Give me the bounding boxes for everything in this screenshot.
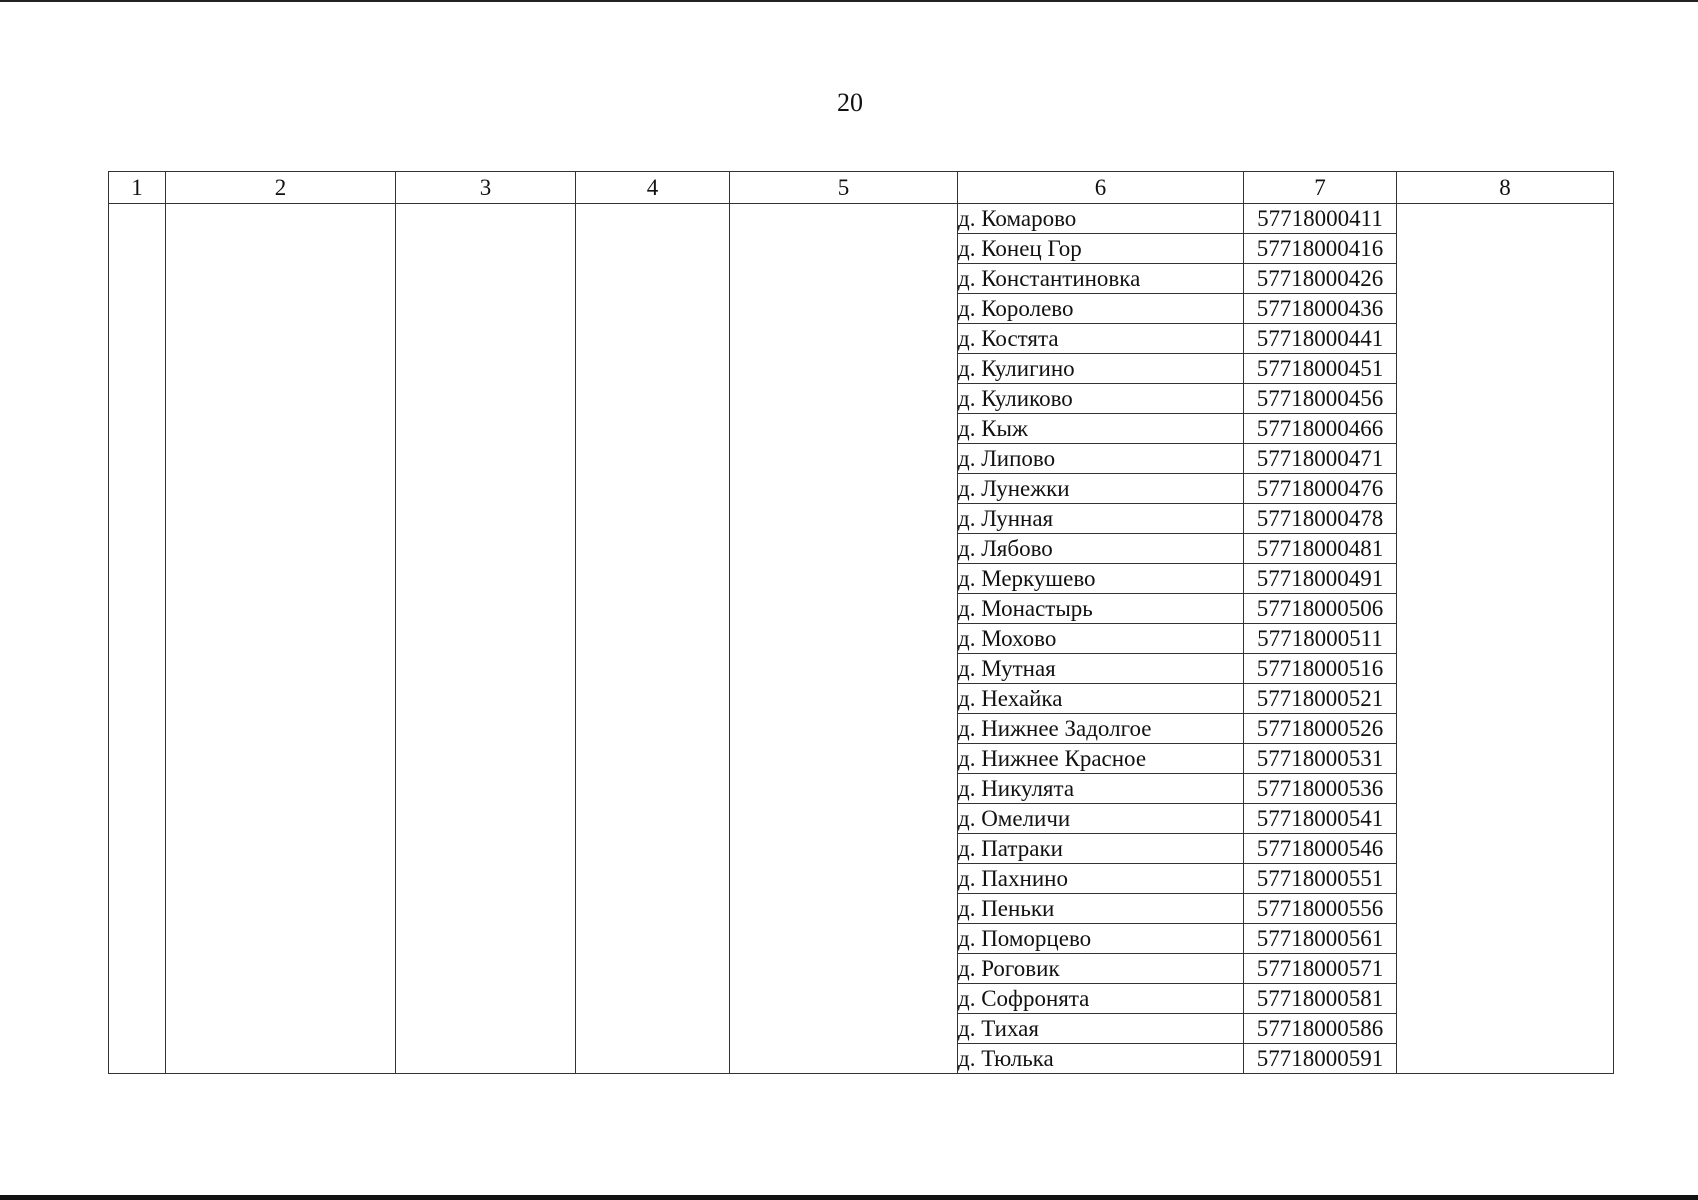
settlement-name: д. Нехайка bbox=[958, 684, 1244, 714]
settlement-code: 57718000411 bbox=[1244, 204, 1397, 234]
settlement-name: д. Мохово bbox=[958, 624, 1244, 654]
settlement-code: 57718000481 bbox=[1244, 534, 1397, 564]
settlement-name: д. Монастырь bbox=[958, 594, 1244, 624]
empty-cell-col-4 bbox=[576, 204, 730, 1074]
settlement-code: 57718000531 bbox=[1244, 744, 1397, 774]
header-col-4: 4 bbox=[576, 172, 730, 204]
settlement-name: д. Кулигино bbox=[958, 354, 1244, 384]
settlement-name: д. Константиновка bbox=[958, 264, 1244, 294]
scan-bottom-edge bbox=[0, 1195, 1698, 1200]
empty-cell-col-8 bbox=[1397, 204, 1614, 1074]
settlement-code: 57718000478 bbox=[1244, 504, 1397, 534]
settlement-name: д. Липово bbox=[958, 444, 1244, 474]
settlement-name: д. Комарово bbox=[958, 204, 1244, 234]
settlement-code: 57718000541 bbox=[1244, 804, 1397, 834]
settlement-name: д. Софронята bbox=[958, 984, 1244, 1014]
header-col-2: 2 bbox=[166, 172, 396, 204]
settlement-name: д. Костята bbox=[958, 324, 1244, 354]
settlement-name: д. Нижнее Красное bbox=[958, 744, 1244, 774]
settlement-code: 57718000451 bbox=[1244, 354, 1397, 384]
scan-top-edge bbox=[0, 0, 1698, 2]
header-col-6: 6 bbox=[958, 172, 1244, 204]
empty-cell-col-1 bbox=[109, 204, 166, 1074]
settlement-name: д. Тюлька bbox=[958, 1044, 1244, 1074]
header-row bbox=[109, 172, 1614, 204]
settlement-code: 57718000471 bbox=[1244, 444, 1397, 474]
settlement-name: д. Лунежки bbox=[958, 474, 1244, 504]
page-number: 20 bbox=[837, 88, 863, 117]
settlement-code: 57718000491 bbox=[1244, 564, 1397, 594]
settlement-code: 57718000586 bbox=[1244, 1014, 1397, 1044]
settlement-name: д. Лябово bbox=[958, 534, 1244, 564]
header-col-8: 8 bbox=[1397, 172, 1614, 204]
empty-cell-col-3 bbox=[396, 204, 576, 1074]
header-col-1: 1 bbox=[109, 172, 166, 204]
settlement-code: 57718000546 bbox=[1244, 834, 1397, 864]
empty-cell-col-2 bbox=[166, 204, 396, 1074]
settlement-code: 57718000441 bbox=[1244, 324, 1397, 354]
settlement-code: 57718000571 bbox=[1244, 954, 1397, 984]
settlement-code: 57718000591 bbox=[1244, 1044, 1397, 1074]
settlement-name: д. Лунная bbox=[958, 504, 1244, 534]
settlement-code: 57718000526 bbox=[1244, 714, 1397, 744]
table-header bbox=[109, 172, 1614, 204]
settlement-name: д. Куликово bbox=[958, 384, 1244, 414]
settlement-code: 57718000521 bbox=[1244, 684, 1397, 714]
settlement-name: д. Пеньки bbox=[958, 894, 1244, 924]
settlement-name: д. Меркушево bbox=[958, 564, 1244, 594]
settlement-code: 57718000416 bbox=[1244, 234, 1397, 264]
settlement-code: 57718000436 bbox=[1244, 294, 1397, 324]
settlement-table bbox=[108, 171, 1614, 1074]
settlement-code: 57718000466 bbox=[1244, 414, 1397, 444]
settlement-name: д. Роговик bbox=[958, 954, 1244, 984]
table-row bbox=[109, 204, 1614, 234]
settlement-code: 57718000536 bbox=[1244, 774, 1397, 804]
settlement-code: 57718000516 bbox=[1244, 654, 1397, 684]
header-col-5: 5 bbox=[730, 172, 958, 204]
settlement-name: д. Нижнее Задолгое bbox=[958, 714, 1244, 744]
settlement-name: д. Кыж bbox=[958, 414, 1244, 444]
header-col-3: 3 bbox=[396, 172, 576, 204]
settlement-name: д. Тихая bbox=[958, 1014, 1244, 1044]
settlement-code: 57718000551 bbox=[1244, 864, 1397, 894]
settlement-code: 57718000556 bbox=[1244, 894, 1397, 924]
table-body bbox=[109, 204, 1614, 1074]
empty-cell-col-5 bbox=[730, 204, 958, 1074]
header-col-7: 7 bbox=[1244, 172, 1397, 204]
settlement-name: д. Пахнино bbox=[958, 864, 1244, 894]
settlement-name: д. Королево bbox=[958, 294, 1244, 324]
settlement-name: д. Омеличи bbox=[958, 804, 1244, 834]
settlement-code: 57718000561 bbox=[1244, 924, 1397, 954]
settlement-name: д. Поморцево bbox=[958, 924, 1244, 954]
settlement-name: д. Патраки bbox=[958, 834, 1244, 864]
settlement-code: 57718000511 bbox=[1244, 624, 1397, 654]
settlement-code: 57718000456 bbox=[1244, 384, 1397, 414]
settlement-name: д. Мутная bbox=[958, 654, 1244, 684]
settlement-code: 57718000426 bbox=[1244, 264, 1397, 294]
settlement-name: д. Никулята bbox=[958, 774, 1244, 804]
settlement-code: 57718000506 bbox=[1244, 594, 1397, 624]
settlement-code: 57718000476 bbox=[1244, 474, 1397, 504]
settlement-code: 57718000581 bbox=[1244, 984, 1397, 1014]
settlement-name: д. Конец Гор bbox=[958, 234, 1244, 264]
